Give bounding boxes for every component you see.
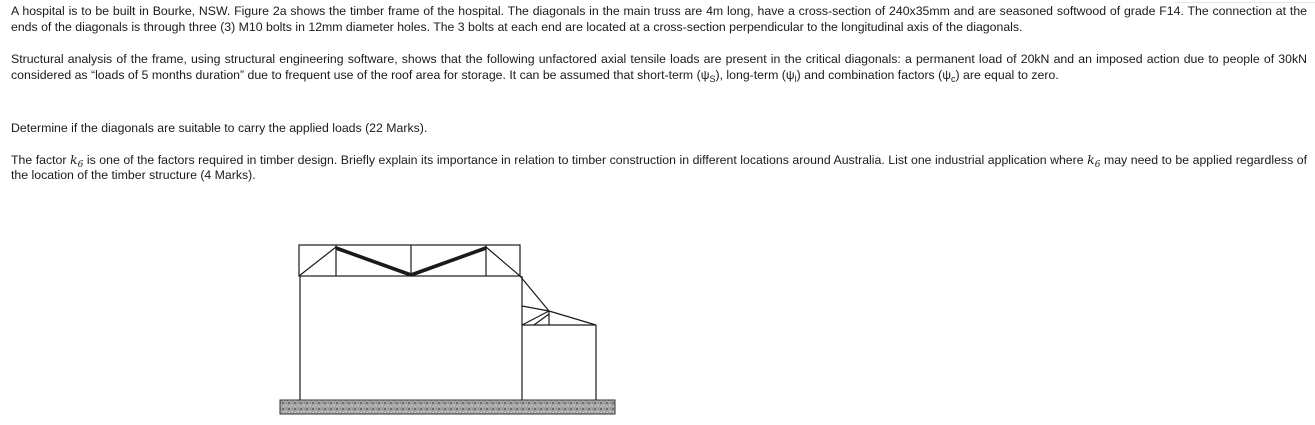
k-letter: k: [70, 151, 78, 167]
annex-truss-brace-1: [522, 311, 549, 325]
k-letter-2: k: [1087, 151, 1095, 167]
truss-diag-right-end: [486, 247, 520, 276]
ground-strip: [280, 400, 615, 414]
psi-l-subscript: l: [794, 73, 797, 84]
para4-text-mid: is one of the factors required in timber design. Briefly explain its importance in relation to timber construction in different locations around Australia. List one industrial application where: [83, 152, 1088, 167]
sloping-link-upper: [520, 276, 549, 311]
psi-c-subscript: c: [951, 73, 956, 84]
para2-text-before: Structural analysis of the frame, using structural engineering software, shows that the following unfactored axial tensile loads are present in the critical diagonals: a permanent load of 20kN and an imposed action due to people of 30kN considered as “loads of 5 months duration” due to frequent use of the roof area for storage. It can be assumed that short-term (ψ: [11, 52, 1307, 82]
question-paragraph-1: A hospital is to be built in Bourke, NSW. Figure 2a shows the timber frame of the hospital. The diagonals in the main truss are 4m long, have a cross-section of 240x35mm and are seasoned softwood of grade F14. The connection at the ends of the diagonals is through three (3) M10 bolts in 12mm diameter holes. The 3 bolts at each end are located at a cross-section perpendicular to the longitudinal axis of the diagonals.: [11, 4, 1307, 34]
annex-truss-brace-2: [534, 314, 549, 325]
para2-text-mid2: ) and combination factors (ψ: [796, 67, 951, 82]
para2-text-after: ) are equal to zero.: [955, 67, 1059, 82]
critical-diagonal-left: [336, 248, 411, 275]
annex-truss-rafter: [549, 311, 596, 325]
k-subscript: 6: [77, 159, 84, 170]
para2-text-mid1: ), long-term (ψ: [715, 67, 795, 82]
para4-text-before: The factor: [11, 152, 71, 167]
question-paragraph-3: Determine if the diagonals are suitable to carry the applied loads (22 Marks).: [11, 121, 428, 135]
k-subscript-2: 6: [1094, 159, 1101, 170]
critical-diagonal-right: [411, 248, 486, 275]
psi-s-subscript: S: [709, 73, 716, 84]
para4-text-after: may need to be applied regardless of the location of the timber structure (4 Marks).: [11, 152, 1308, 182]
truss-diag-left-end: [299, 247, 336, 276]
